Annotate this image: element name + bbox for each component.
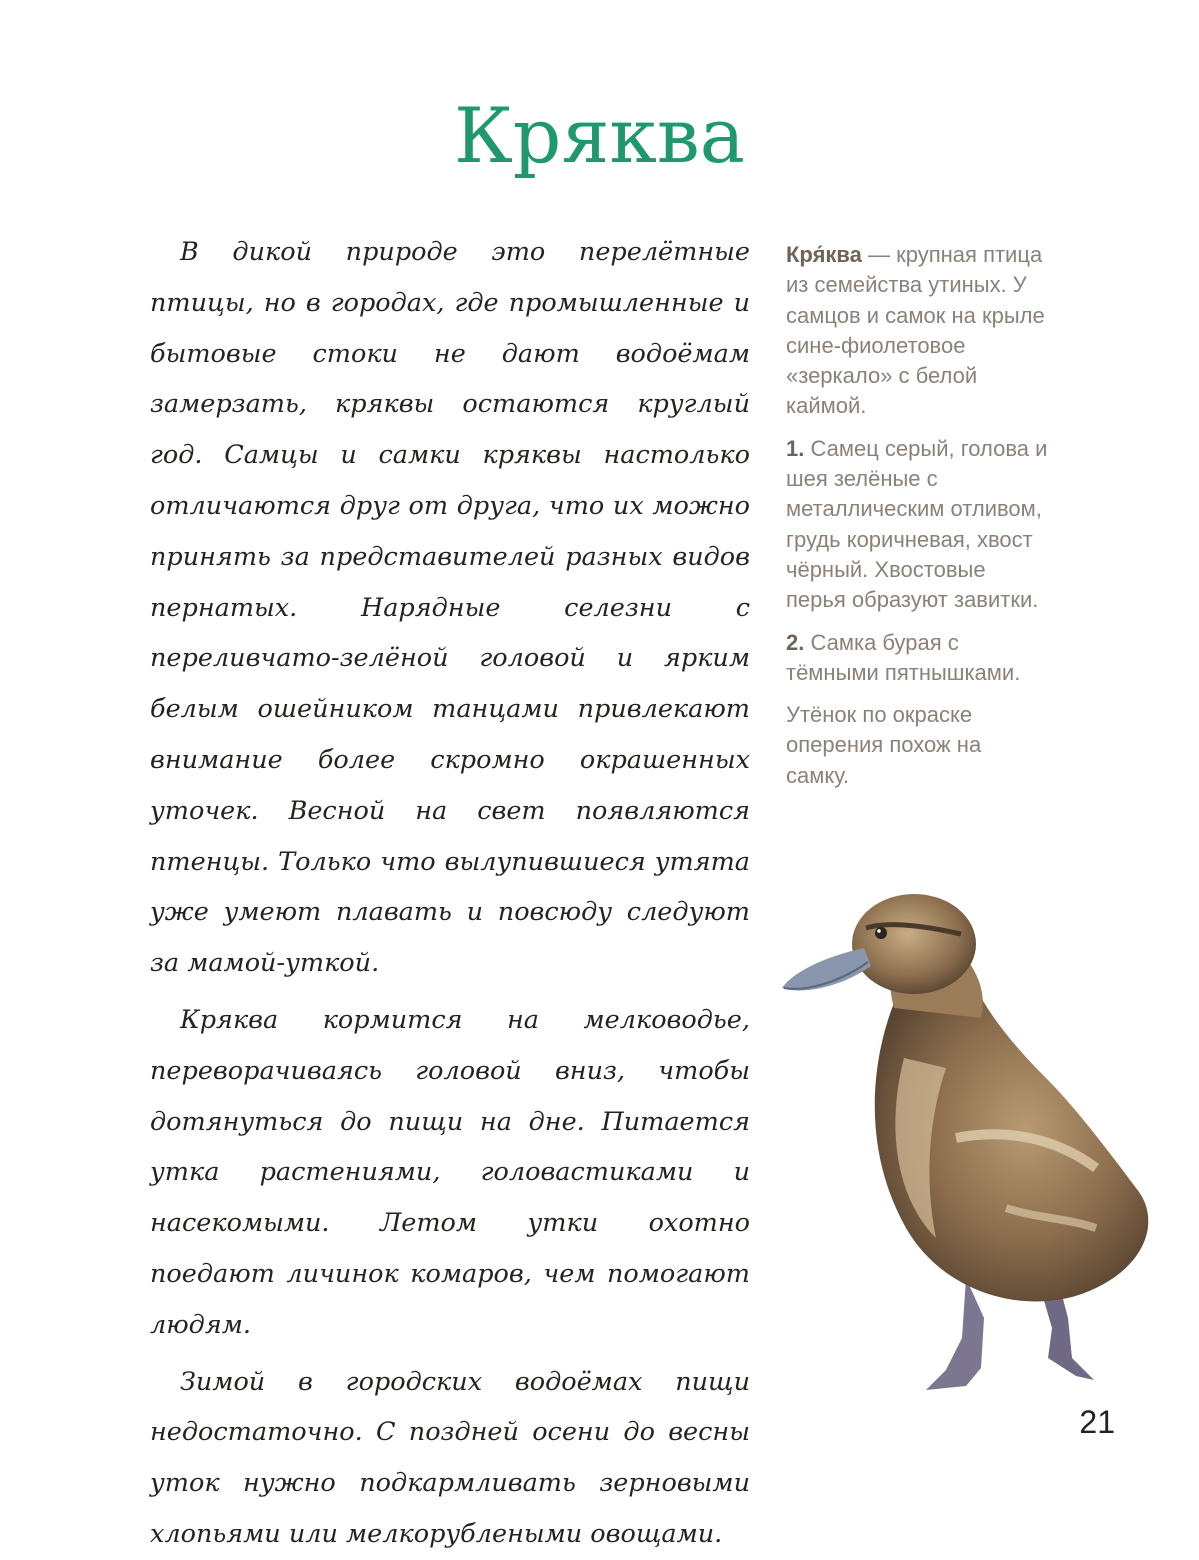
- definition: [786, 240, 1048, 422]
- paragraph: Зимой в городских водоёмах пищи недостаточно. С поздней осени до весны уток нужно подкармливать зерновыми хлопьями или мелкорублеными овощами.: [150, 1366, 750, 1549]
- definition-text: — крупная птица из семейства утиных. У самцов и самок на крыле сине-фиолетовое «зеркало» с белой каймой.: [786, 242, 1045, 419]
- paragraph: В дикой природе это перелётные птицы, но в городах, где промышленные и бытовые стоки не дают водоёмам замерзать, кряквы остаются круглый год. Самцы и самки кряквы настолько отличаются друг от друга, что их можно принять за представителей разных видов пернатых. Нарядные селезни с переливчато-зелёной головой и ярким белым ошейником танцами привлекают внимание более скромно окрашенных уточек. Весной на свет появляются птенцы. Только что вылупившиеся утята уже умеют плавать и повсюду следуют за мамой-уткой.: [150, 237, 750, 979]
- page-number: 21: [1079, 1404, 1115, 1440]
- note-text: Самец серый, голова и шея зелёные с металлическим отливом, грудь коричневая, хвост чёрный. Хвостовые перья образуют завитки.: [786, 435, 1048, 613]
- duckling-illustration: [776, 888, 1158, 1408]
- term: Кря́ква: [786, 242, 862, 267]
- note-text: Самка бурая с тёмными пятнышками.: [786, 629, 1021, 685]
- page-title: Кряква: [453, 91, 745, 180]
- note-number: 1.: [786, 435, 805, 461]
- note-extra: Утёнок по окраске оперения похож на самку.: [786, 702, 982, 788]
- note-item: [786, 434, 1048, 616]
- note-item: [786, 628, 1048, 689]
- paragraph: Кряква кормится на мелководье, переворачиваясь головой вниз, чтобы дотянуться до пищи на дне. Питается утка растениями, головастиками и насекомыми. Летом утки охотно поедают личинок комаров, чем помогают людям.: [150, 1004, 750, 1340]
- main-text: [150, 227, 750, 1560]
- note-number: 2.: [786, 629, 805, 655]
- sidebar-notes: [786, 240, 1048, 803]
